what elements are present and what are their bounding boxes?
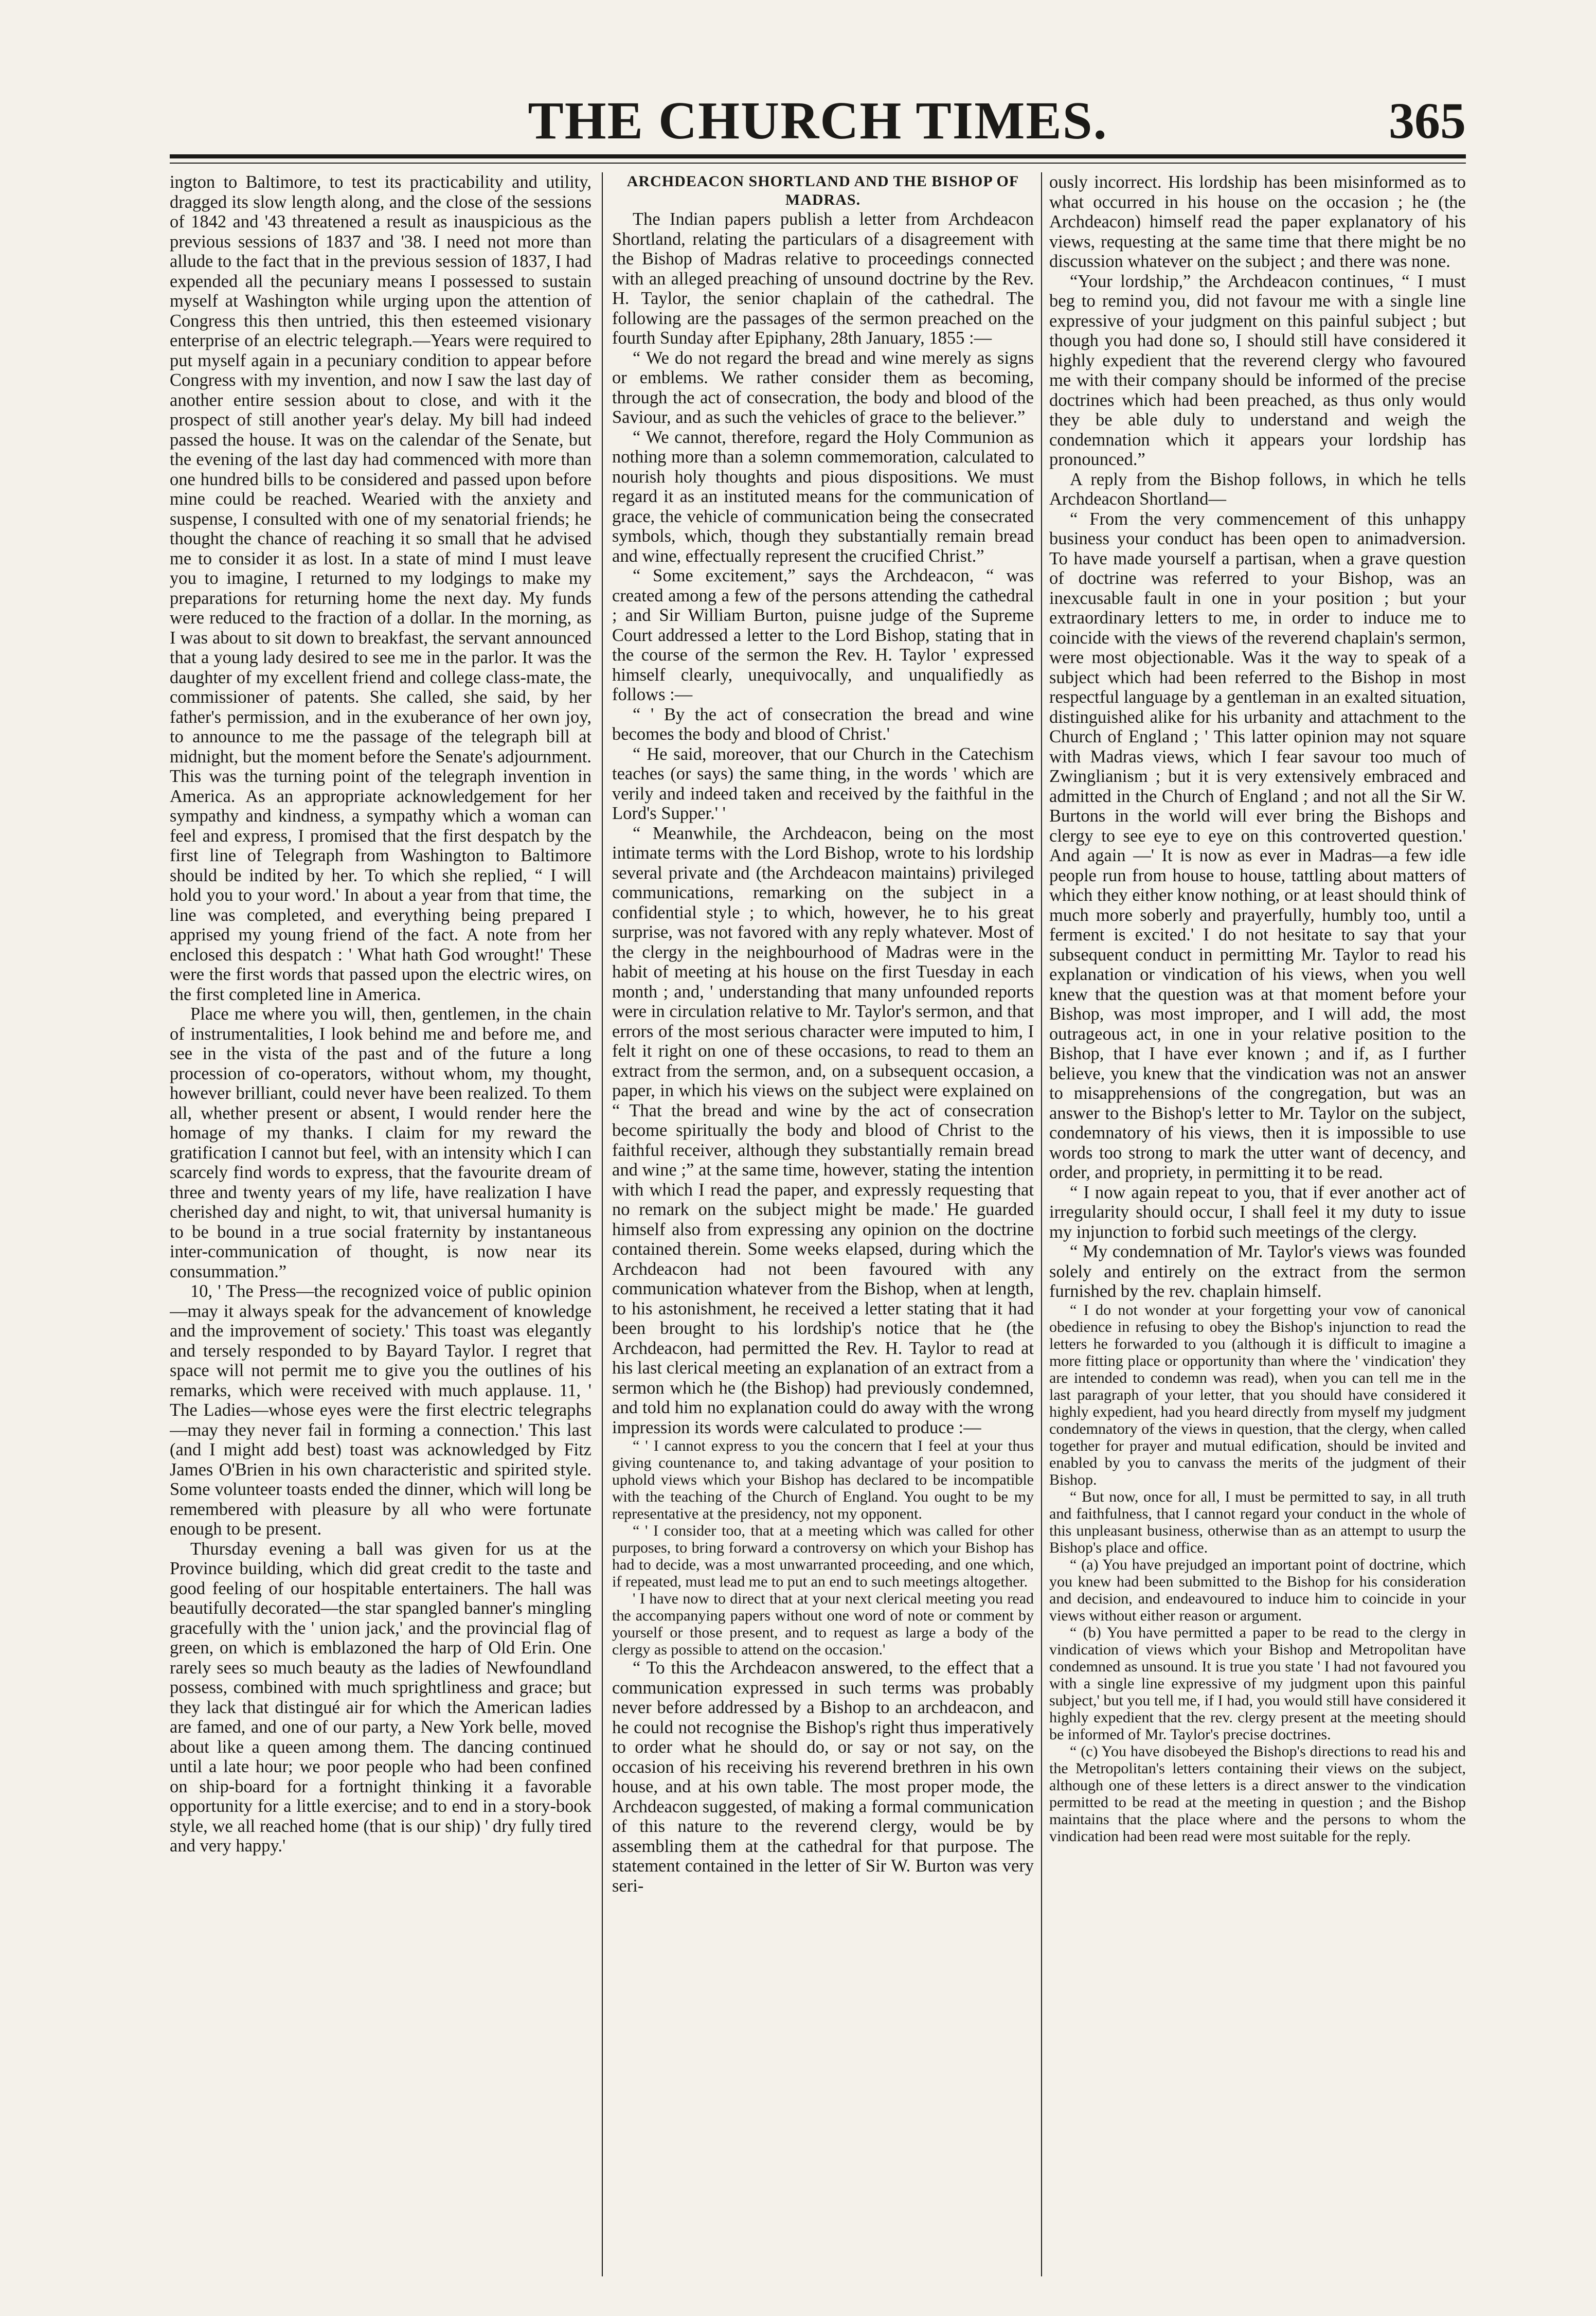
- quoted-letter: “ ' I cannot express to you the concern that I feel at your thus giving countenance to, and taking advantage of your position to uphold views which your Bishop has declared to be incompatible with the teaching of the Church of England. You ought to be my representative at the presidency, not my opponent.: [612, 1437, 1034, 1522]
- paragraph: “ I now again repeat to you, that if ever another act of irregularity should occur, I shall feel it my duty to issue my injunction to forbid such meetings of the clergy.: [1049, 1182, 1466, 1242]
- paragraph: “ Meanwhile, the Archdeacon, being on the most intimate terms with the Lord Bishop, wrote to his lordship several private and (the Archdeacon maintains) privileged communications, remarking on the subject in a confidential style ; to which, however, he to his great surprise, was not favored with any reply whatever. Most of the clergy in the neighbourhood of Madras were in the habit of meeting at his house on the first Tuesday in each month ; and, ' understanding that many unfounded reports were in circulation relative to Mr. Taylor's sermon, and that errors of the most serious character were imputed to him, I felt it right on one of these occasions, to read to them an extract from the sermon, and, on a subsequent occasion, a paper, in which his views on the subject were explained on “ That the bread and wine by the act of consecration become spiritually the body and blood of Christ to the faithful receiver, although they substantially remain bread and wine ;” at the same time, however, stating the intention with which I read the paper, and expressly requesting that no remark on the subject might be made.' He guarded himself also from expressing any opinion on the doctrine contained therein. Some weeks elapsed, during which the Archdeacon had not been favoured with any communication whatever from the Bishop, when at length, to his astonishment, he received a letter stating that it had been brought to his lordship's notice that he (the Archdeacon, had permitted the Rev. H. Taylor to read at his last clerical meeting an explanation of an extract from a sermon which he (the Bishop) had previously condemned, and told him no explanation could do away with the wrong impression its words were calculated to produce :—: [612, 823, 1034, 1437]
- paragraph: “Your lordship,” the Archdeacon continues, “ I must beg to remind you, did not favour me with a single line expressive of your judgment on this painful subject ; but though you had done so, I should still have considered it highly expedient that the reverend clergy who favoured me with their company should be informed of the precise doctrines which had been preached, as thus only would they be able duly to understand and weigh the condemnation which it appears your lordship has pronounced.”: [1049, 271, 1466, 469]
- newspaper-title: THE CHURCH TIMES.: [528, 91, 1108, 150]
- column-divider: [602, 172, 603, 2276]
- paragraph: “ From the very commencement of this unhappy business your conduct has been open to animadversion. To have made yourself a partisan, when a grave question of doctrine was referred to your Bishop, was an inexcusable fault in one in your position ; but your extraordinary letters to me, in order to induce me to coincide with the views of the reverend chaplain's sermon, were most objectionable. Was it the way to speak of a subject which had been referred to the Bishop in most respectful language by a gentleman in an exalted situation, distinguished alike for his urbanity and attachment to the Church of England ; ' This latter opinion may not square with Madras views, which I fear savour too much of Zwinglianism ; but it is very extensively embraced and admitted in the Church of England ; and not all the Sir W. Burtons in the world will ever bring the Bishops and clergy to see eye to eye on this controverted question.' And again —' It is now as ever in Madras—a few idle people run from house to house, tattling about matters of which they either know nothing, or at least should think of much more soberly and prayerfully, humbly too, until a ferment is excited.' I do not hesitate to say that your subsequent conduct in permitting Mr. Taylor to read his explanation or vindication of his views, when you well knew that the question was at that moment before your Bishop, was most improper, and I will add, the most outrageous act, in one in your relative position to the Bishop, that I have ever known ; and if, as I further believe, you knew that the vindication was not an answer to misapprehensions of the congregation, but was an answer to the Bishop's letter to Mr. Taylor on the subject, condemnatory of his views, then it is impossible to use words too strong to mark the utter want of decency, and order, and propriety, in permitting it to be read.: [1049, 509, 1466, 1182]
- quoted-letter: ' I have now to direct that at your next clerical meeting you read the accompanying papers without one word of note or comment by yourself or those present, and to request as large a body of the clergy as possible to attend on the occasion.': [612, 1590, 1034, 1658]
- paragraph: Thursday evening a ball was given for us at the Province building, which did great credit to the taste and good feeling of our hospitable entertainers. The hall was beautifully decorated—the star spangled banner's mingling gracefully with the ' union jack,' and the provincial flag of green, on which is emblazoned the harp of Old Erin. One rarely sees so much beauty as the ladies of Newfoundland possess, combined with much sprightliness and grace; but they lack that distingué air for which the American ladies are famed, and one of our party, a New York belle, moved about like a queen among them. The dancing continued until a late hour; we poor people who had been confined on ship-board for a fortnight thinking it a favorable opportunity for a little exercise; and to end in a story-book style, we all reached home (that is our ship) ' dry fully tired and very happy.': [170, 1539, 591, 1856]
- paragraph: ously incorrect. His lordship has been misinformed as to what occurred in his house on the occasion ; he (the Archdeacon) himself read the paper explanatory of his views, requesting at the same time that there might be no discussion whatever on the subject ; and there was none.: [1049, 172, 1466, 271]
- article-heading: ARCHDEACON SHORTLAND AND THE BISHOP OF MADRAS.: [626, 173, 1019, 208]
- quoted-letter: “ But now, once for all, I must be permitted to say, in all truth and faithfulness, that I cannot regard your conduct in the whole of this unpleasant business, otherwise than as an attempt to usurp the Bishop's place and office.: [1049, 1488, 1466, 1556]
- quoted-letter: “ ' I consider too, that at a meeting which was called for other purposes, to bring forward a controversy on which your Bishop has had to decide, was a most unwarranted proceeding, and one which, if repeated, must lead me to put an end to such meetings altogether.: [612, 1522, 1034, 1590]
- column-divider: [1041, 172, 1042, 2276]
- paragraph: “ Some excitement,” says the Archdeacon, “ was created among a few of the persons attending the cathedral ; and Sir William Burton, puisne judge of the Supreme Court addressed a letter to the Lord Bishop, stating that in the course of the sermon the Rev. H. Taylor ' expressed himself clearly, unequivocally, and unqualifiedly as follows :—: [612, 566, 1034, 704]
- paragraph: A reply from the Bishop follows, in which he tells Archdeacon Shortland—: [1049, 469, 1466, 509]
- page-number: 365: [1389, 92, 1466, 149]
- paragraph: 10, ' The Press—the recognized voice of public opinion—may it always speak for the advancement of knowledge and the improvement of society.' This toast was elegantly and tersely responded to by Bayard Taylor. I regret that space will not permit me to give you the outlines of his remarks, which were received with much applause. 11, ' The Ladies—whose eyes were the first electric telegraphs—may they never fail in forming a connection.' This last (and I might add best) toast was acknowledged by Fitz James O'Brien in his own characteristic and spirited style. Some volunteer toasts ended the dinner, which will long be remembered with pleasure by all who were fortunate enough to be present.: [170, 1281, 591, 1539]
- masthead-rule: [170, 154, 1466, 158]
- column-3: [1049, 172, 1466, 2276]
- paragraph: “ ' By the act of consecration the bread and wine becomes the body and blood of Christ.': [612, 704, 1034, 744]
- quoted-letter: “ (c) You have disobeyed the Bishop's directions to read his and the Metropolitan's letters containing their views on the subject, although one of these letters is a direct answer to the vindication permitted to be read at the meeting in question ; and the Bishop maintains that the place where and the persons to whom the vindication had been read were most suitable for the reply.: [1049, 1742, 1466, 1845]
- paragraph: “ We do not regard the bread and wine merely as signs or emblems. We rather consider them as becoming, through the act of consecration, the body and blood of the Saviour, and as such the vehicles of grace to the believer.”: [612, 348, 1034, 427]
- paragraph: The Indian papers publish a letter from Archdeacon Shortland, relating the particulars of a disagreement with the Bishop of Madras relative to proceedings connected with an alleged preaching of unsound doctrine by the Rev. H. Taylor, the senior chaplain of the cathedral. The following are the passages of the sermon preached on the fourth Sunday after Epiphany, 28th January, 1855 :—: [612, 209, 1034, 348]
- paragraph: “ We cannot, therefore, regard the Holy Communion as nothing more than a solemn commemoration, calculated to nourish holy thoughts and pious dispositions. We must regard it as an instituted means for the communication of grace, the vehicle of communication being the consecrated symbols, which, though they substantially remain bread and wine, effectually represent the crucified Christ.”: [612, 427, 1034, 566]
- quoted-letter: “ (a) You have prejudged an important point of doctrine, which you knew had been submitted to the Bishop for his consideration and decision, and endeavoured to induce him to coincide in your views without either reason or argument.: [1049, 1556, 1466, 1624]
- column-2: [612, 172, 1034, 2276]
- quoted-letter: “ I do not wonder at your forgetting your vow of canonical obedience in refusing to obey the Bishop's injunction to read the letters he forwarded to you (although it is difficult to imagine a more fitting place or opportunity than where the ' vindication' they are intended to condemn was read), when you can tell me in the last paragraph of your letter, that you should have considered it highly expedient, had you heard directly from myself my judgment condemnatory of the views in question, that the clergy, when called together for prayer and mutual edification, should be invited and enabled by you to canvass the merits of the judgment of their Bishop.: [1049, 1301, 1466, 1488]
- paragraph: ington to Baltimore, to test its practicability and utility, dragged its slow length along, and the close of the sessions of 1842 and '43 threatened a result as inauspicious as the previous sessions of 1837 and '38. I need not more than allude to the fact that in the previous session of 1837, I had expended all the pecuniary means I possessed to sustain myself at Washington while urging upon the attention of Congress this then untried, this then esteemed visionary enterprise of an electric telegraph.—Years were required to put myself again in a pecuniary condition to appear before Congress with my invention, and now I saw the last day of another entire session about to close, and with it the prospect of still another year's delay. My bill had indeed passed the house. It was on the calendar of the Senate, but the evening of the last day had commenced with more than one hundred bills to be considered and passed upon before mine could be reached. Wearied with the anxiety and suspense, I consulted with one of my senatorial friends; he thought the chance of reaching it so small that he advised me to consider it as lost. In a state of mind I must leave you to imagine, I returned to my lodgings to make my preparations for returning home the next day. My funds were reduced to the fraction of a dollar. In the morning, as I was about to sit down to breakfast, the servant announced that a young lady desired to see me in the parlor. It was the daughter of my excellent friend and college class-mate, the commissioner of patents. She called, she said, by her father's permission, and in the exuberance of her own joy, to announce to me the passage of the telegraph bill at midnight, but the moment before the Senate's adjournment. This was the turning point of the telegraph invention in America. As an appropriate acknowledgement for her sympathy and kindness, a sympathy which a woman can feel and express, I promised that the first despatch by the first line of Telegraph from Washington to Baltimore should be indited by her. To which she replied, “ I will hold you to your word.' In about a year from that time, the line was completed, and everything being prepared I apprised my young friend of the fact. A note from her enclosed this despatch : ' What hath God wrought!' These were the first words that passed upon the electric wires, on the first completed line in America.: [170, 172, 591, 1004]
- paragraph: “ He said, moreover, that our Church in the Catechism teaches (or says) the same thing, in the words ' which are verily and indeed taken and received by the faithful in the Lord's Supper.' ': [612, 744, 1034, 823]
- quoted-letter: “ (b) You have permitted a paper to be read to the clergy in vindication of views which your Bishop and Metropolitan have condemned as unsound. It is true you state ' I had not favoured you with a single line expressive of my judgment upon this painful subject,' but you tell me, if I had, you would still have considered it highly expedient that the rev. clergy present at the meeting should be informed of Mr. Taylor's precise doctrines.: [1049, 1624, 1466, 1743]
- paragraph: “ My condemnation of Mr. Taylor's views was founded solely and entirely on the extract from the sermon furnished by the rev. chaplain himself.: [1049, 1242, 1466, 1301]
- masthead: [170, 87, 1466, 154]
- paragraph: “ To this the Archdeacon answered, to the effect that a communication expressed in such terms was probably never before addressed by a Bishop to an archdeacon, and he could not recognise the Bishop's right thus imperatively to order what he should do, or say or not say, on the occasion of his receiving his reverend brethren in his own house, and at his own table. The most proper mode, the Archdeacon suggested, of making a formal communication of this nature to the reverend clergy, would be by assembling them at the cathedral for that purpose. The statement contained in the letter of Sir W. Burton was very seri-: [612, 1658, 1034, 1896]
- column-1: [170, 172, 591, 2276]
- paragraph: Place me where you will, then, gentlemen, in the chain of instrumentalities, I look behind me and before me, and see in the vista of the past and of the future a long procession of co-operators, without whom, my thought, however brilliant, could never have been realized. To them all, whether present or absent, I would render here the homage of my thanks. I claim for my reward the gratification I cannot but feel, with an intensity which I can scarcely find words to express, that the favourite dream of three and twenty years of my life, have realization I have cherished day and night, to wit, that universal humanity is to be bound in a true social fraternity by instantaneous inter-communication of thought, is now near its consummation.”: [170, 1004, 591, 1281]
- masthead-rule-thin: [170, 163, 1466, 164]
